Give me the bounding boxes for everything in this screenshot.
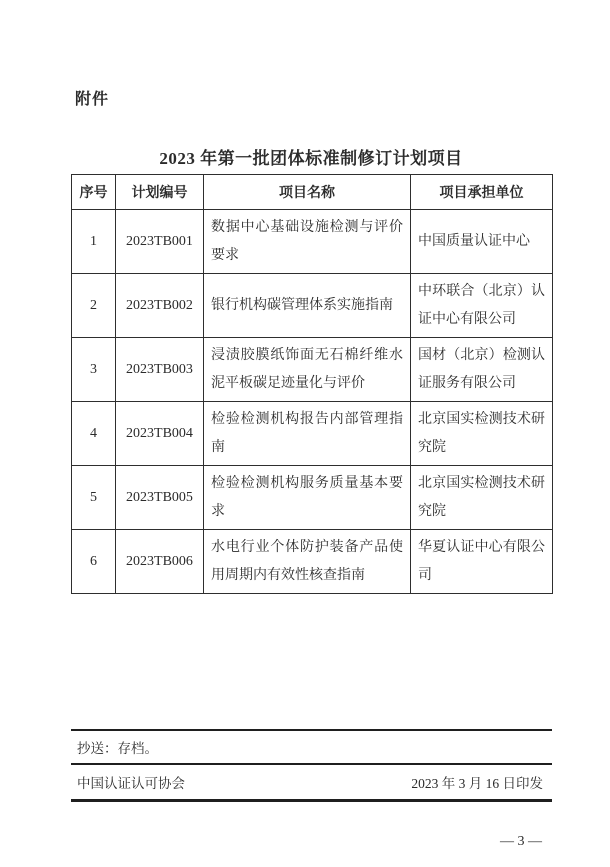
table-row xyxy=(72,338,553,402)
issuer-row xyxy=(77,772,543,792)
cell-serial-number: 5 xyxy=(72,466,116,530)
cell-plan-number: 2023TB002 xyxy=(116,274,204,338)
cell-project-name: 浸渍胶膜纸饰面无石棉纤维水泥平板碳足迹量化与评价 xyxy=(204,338,411,402)
cell-plan-number: 2023TB006 xyxy=(116,530,204,594)
page-number: — 3 — xyxy=(500,834,542,849)
table-row xyxy=(72,402,553,466)
cell-serial-number: 4 xyxy=(72,402,116,466)
document-title: 2023 年第一批团体标准制修订计划项目 xyxy=(159,149,463,168)
issuer-name: 中国认证认可协会 xyxy=(77,776,185,791)
cell-undertaking-unit: 北京国实检测技术研究院 xyxy=(411,466,553,530)
table-row xyxy=(72,530,553,594)
cell-serial-number: 6 xyxy=(72,530,116,594)
cell-project-name: 银行机构碳管理体系实施指南 xyxy=(204,274,411,338)
cell-serial-number: 2 xyxy=(72,274,116,338)
cc-line: 抄送：存档。 xyxy=(77,741,158,756)
table-row xyxy=(72,210,553,274)
projects-table xyxy=(71,174,553,594)
attachment-label: 附件 xyxy=(75,91,110,108)
table-row xyxy=(72,274,553,338)
cell-plan-number: 2023TB003 xyxy=(116,338,204,402)
cell-serial-number: 3 xyxy=(72,338,116,402)
cell-serial-number: 1 xyxy=(72,210,116,274)
cell-project-name: 水电行业个体防护装备产品使用周期内有效性核查指南 xyxy=(204,530,411,594)
table-row xyxy=(72,466,553,530)
issue-date: 2023 年 3 月 16 日印发 xyxy=(411,776,543,791)
cell-project-name: 数据中心基础设施检测与评价要求 xyxy=(204,210,411,274)
table-header-row xyxy=(72,175,553,210)
footer-divider-top xyxy=(71,729,552,731)
footer-divider-bottom xyxy=(71,799,552,802)
header-project-name: 项目名称 xyxy=(204,175,411,210)
cell-undertaking-unit: 中国质量认证中心 xyxy=(411,210,553,274)
footer-divider-middle xyxy=(71,763,552,765)
header-undertaking-unit: 项目承担单位 xyxy=(411,175,553,210)
cell-undertaking-unit: 北京国实检测技术研究院 xyxy=(411,402,553,466)
cell-plan-number: 2023TB004 xyxy=(116,402,204,466)
cell-plan-number: 2023TB001 xyxy=(116,210,204,274)
cell-undertaking-unit: 中环联合（北京）认证中心有限公司 xyxy=(411,274,553,338)
cell-project-name: 检验检测机构服务质量基本要求 xyxy=(204,466,411,530)
cell-undertaking-unit: 华夏认证中心有限公司 xyxy=(411,530,553,594)
cell-plan-number: 2023TB005 xyxy=(116,466,204,530)
header-plan-number: 计划编号 xyxy=(116,175,204,210)
cell-project-name: 检验检测机构报告内部管理指南 xyxy=(204,402,411,466)
header-serial-number: 序号 xyxy=(72,175,116,210)
cell-undertaking-unit: 国材（北京）检测认证服务有限公司 xyxy=(411,338,553,402)
